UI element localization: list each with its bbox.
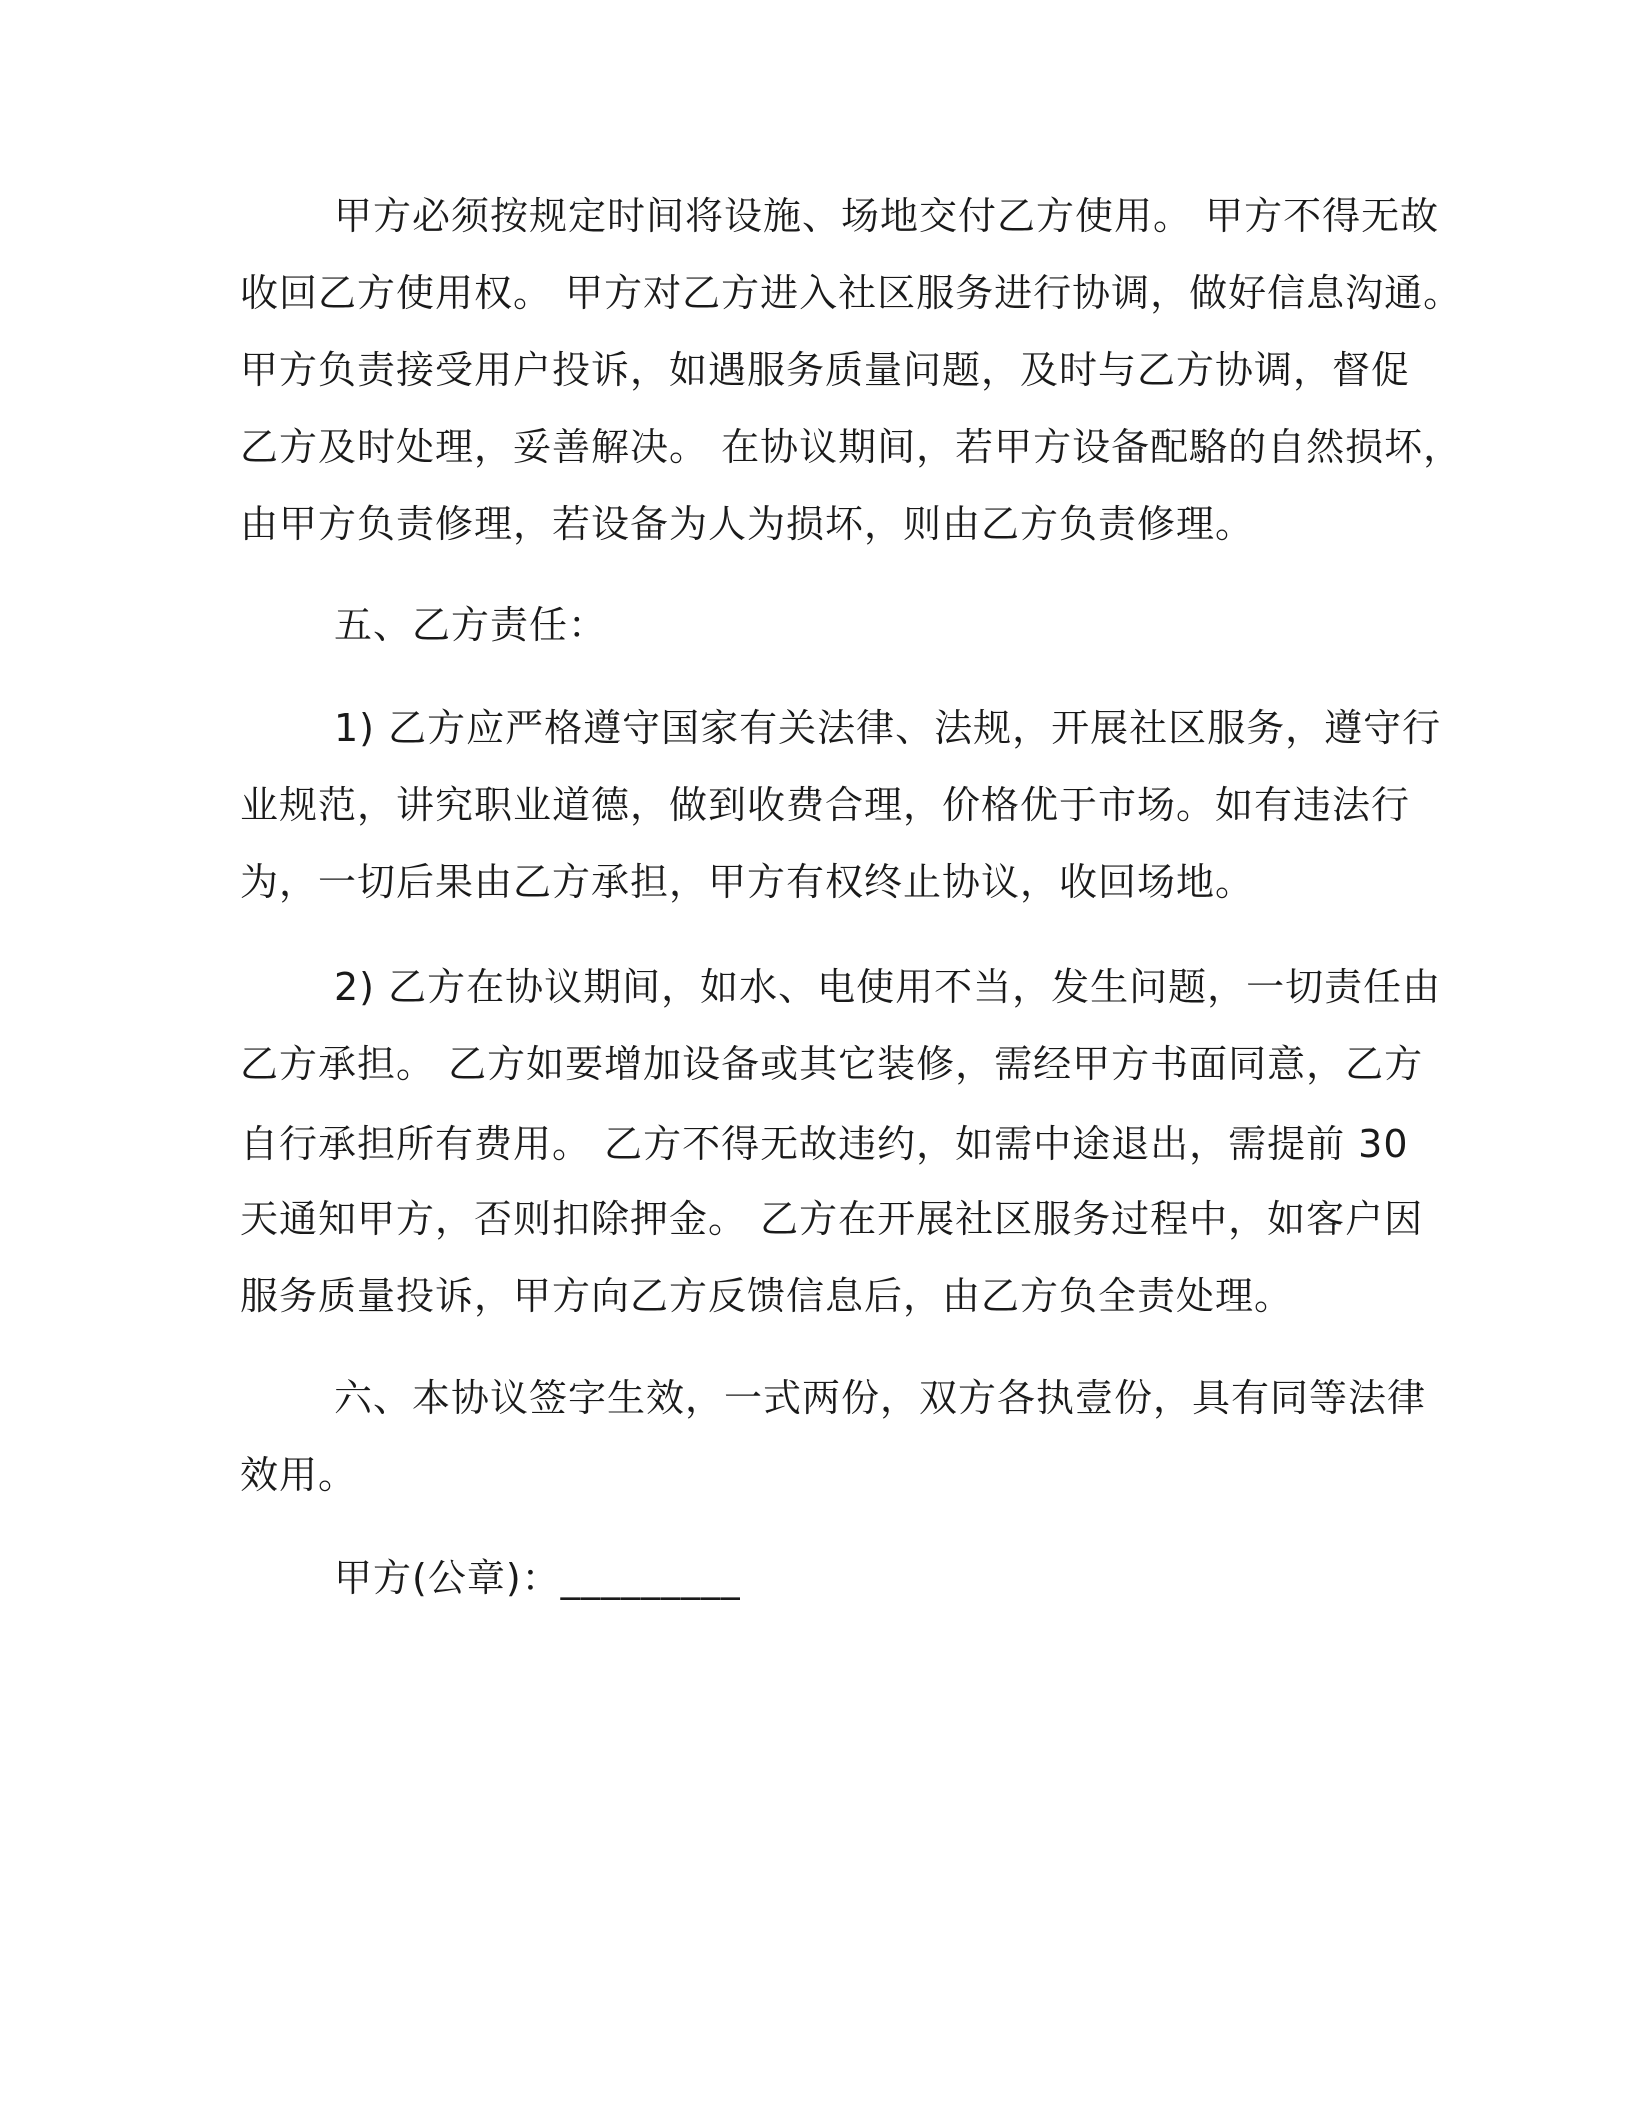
item-2-line-2: 乙方承担。 乙方如要增加设备或其它装修，需经甲方书面同意，乙方 — [240, 1042, 1424, 1086]
paragraph-4-line-2: 收回乙方使用权。 甲方对乙方进入社区服务进行协调，做好信息沟通。 — [240, 271, 1463, 315]
signature-line-party-a: 甲方(公章)：_________ — [334, 1556, 741, 1600]
item-1-line-2: 业规范，讲究职业道德，做到收费合理，价格优于市场。如有违法行 — [240, 783, 1411, 827]
paragraph-4-line-3: 甲方负责接受用户投诉，如遇服务质量问题，及时与乙方协调，督促 — [240, 348, 1411, 392]
paragraph-4-line-1: 甲方必须按规定时间将设施、场地交付乙方使用。 甲方不得无故 — [334, 194, 1440, 238]
item-1-line-3: 为，一切后果由乙方承担，甲方有权终止协议，收回场地。 — [240, 860, 1255, 904]
item-2-line-1: 2) 乙方在协议期间，如水、电使用不当，发生问题，一切责任由 — [334, 965, 1442, 1009]
item-1-line-1: 1) 乙方应严格遵守国家有关法律、法规，开展社区服务，遵守行 — [334, 706, 1442, 750]
paragraph-4-line-5: 由甲方负责修理，若设备为人为损坏，则由乙方负责修理。 — [240, 502, 1255, 546]
section-5-heading: 五、乙方责任： — [334, 603, 608, 647]
paragraph-4-line-4: 乙方及时处理，妥善解决。 在协议期间，若甲方设备配駱的自然损坏， — [240, 425, 1463, 469]
item-2-line-3: 自行承担所有费用。 乙方不得无故违约，如需中途退出，需提前 30 — [240, 1122, 1409, 1166]
section-6-line-1: 六、本协议签字生效，一式两份，双方各执壹份，具有同等法律 — [334, 1376, 1427, 1420]
item-2-line-5: 服务质量投诉，甲方向乙方反馈信息后，由乙方负全责处理。 — [240, 1274, 1294, 1318]
section-6-line-2: 效用。 — [240, 1453, 358, 1497]
item-2-line-4: 天通知甲方，否则扣除押金。 乙方在开展社区服务过程中，如客户因 — [240, 1197, 1424, 1241]
